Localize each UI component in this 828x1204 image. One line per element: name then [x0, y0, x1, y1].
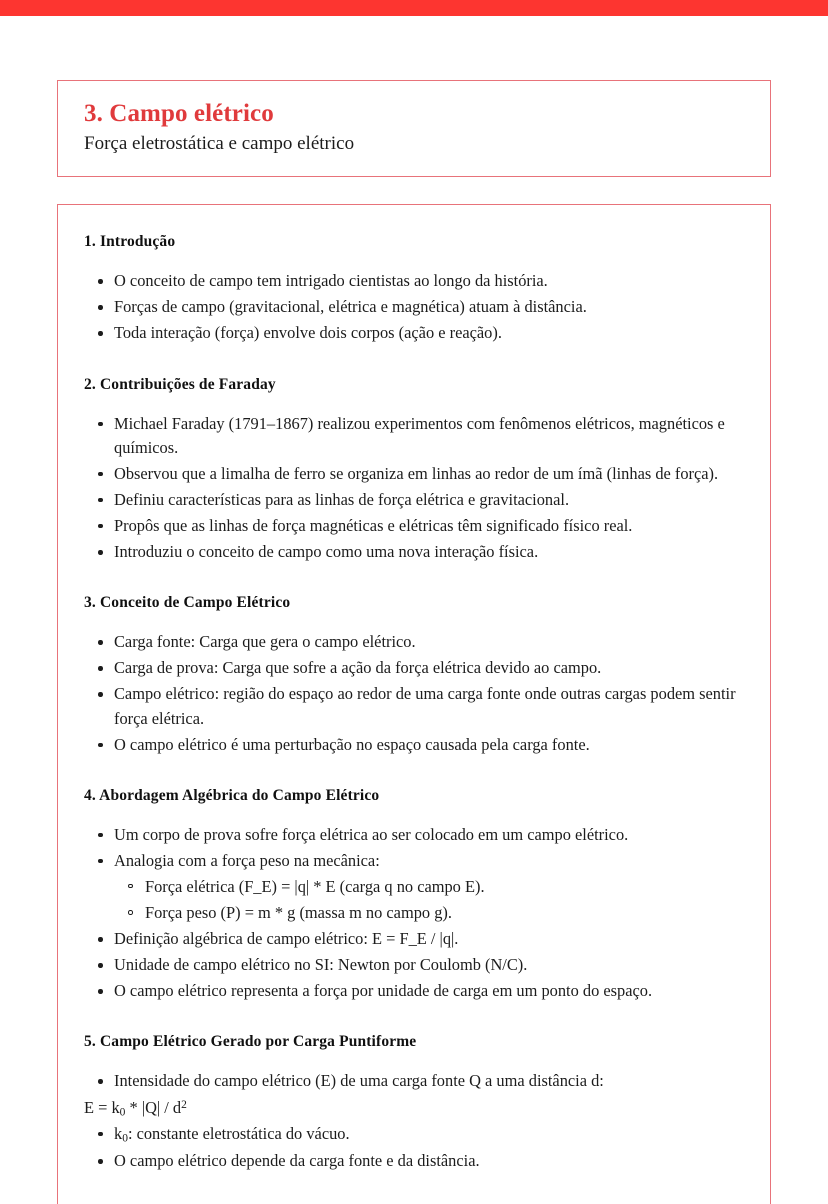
section-heading: 3. Conceito de Campo Elétrico — [84, 594, 291, 612]
section-heading: 4. Abordagem Algébrica do Campo Elétrico — [84, 786, 380, 804]
list-item: Carga de prova: Carga que sofre a ação da força elétrica devido ao campo. — [84, 656, 740, 680]
section-introducao — [84, 233, 740, 345]
section-heading: 5. Campo Elétrico Gerado por Carga Puntiforme — [84, 1033, 417, 1051]
bullet-list — [84, 1069, 740, 1093]
list-item: Michael Faraday (1791–1867) realizou experimentos com fenômenos elétricos, magnéticos e químicos. — [84, 412, 740, 460]
formula-superscript: 2 — [181, 1098, 187, 1111]
page-title: 3. Campo elétrico — [84, 100, 274, 127]
list-item: O campo elétrico é uma perturbação no espaço causada pela carga fonte. — [84, 733, 740, 757]
list-item: Carga fonte: Carga que gera o campo elétrico. — [84, 630, 740, 654]
list-item: Introduziu o conceito de campo como uma nova interação física. — [84, 540, 740, 564]
formula-campo-eletrico — [84, 1096, 740, 1121]
sub-bullet-list — [114, 875, 740, 925]
section-conceito-campo-eletrico — [84, 594, 740, 757]
list-item — [84, 849, 740, 925]
bullet-list — [84, 823, 740, 1004]
list-item: Campo elétrico: região do espaço ao redor de uma carga fonte onde outras cargas podem sentir força elétrica. — [84, 682, 740, 730]
list-item: O campo elétrico representa a força por unidade de carga em um ponto do espaço. — [84, 979, 740, 1003]
document-page — [0, 80, 828, 1204]
constant-description: : constante eletrostática do vácuo. — [127, 1123, 350, 1143]
sub-list-item: Força peso (P) = m * g (massa m no campo g). — [114, 901, 740, 925]
list-item: O campo elétrico depende da carga fonte e da distância. — [84, 1149, 740, 1173]
section-heading: 2. Contribuições de Faraday — [84, 375, 276, 393]
list-item: Propôs que as linhas de força magnéticas e elétricas têm significado físico real. — [84, 514, 740, 538]
formula-subscript: 0 — [119, 1106, 126, 1119]
list-item — [84, 1122, 740, 1147]
content-card — [57, 204, 771, 1204]
formula-prefix: E = k — [84, 1097, 120, 1117]
list-item: Observou que a limalha de ferro se organiza em linhas ao redor de um ímã (linhas de força). — [84, 462, 740, 486]
list-item: Definiu características para as linhas de força elétrica e gravitacional. — [84, 488, 740, 512]
bullet-list — [84, 269, 740, 345]
list-item: Unidade de campo elétrico no SI: Newton por Coulomb (N/C). — [84, 953, 740, 977]
section-heading: 1. Introdução — [84, 233, 176, 251]
list-item: Intensidade do campo elétrico (E) de uma carga fonte Q a uma distância d: — [84, 1069, 740, 1093]
top-accent-bar — [0, 0, 828, 16]
section-contribuicoes-faraday — [84, 376, 740, 565]
page-subtitle: Força eletrostática e campo elétrico — [84, 132, 355, 154]
sub-list-item: Força elétrica (F_E) = |q| * E (carga q no campo E). — [114, 875, 740, 899]
list-item: Forças de campo (gravitacional, elétrica e magnética) atuam à distância. — [84, 295, 740, 319]
list-item-label: Analogia com a força peso na mecânica: — [114, 850, 380, 870]
constant-symbol: k — [114, 1123, 123, 1143]
list-item: Um corpo de prova sofre força elétrica ao ser colocado em um campo elétrico. — [84, 823, 740, 847]
section-campo-carga-puntiforme — [84, 1033, 740, 1173]
bullet-list — [84, 412, 740, 565]
list-item: O conceito de campo tem intrigado cientistas ao longo da história. — [84, 269, 740, 293]
title-card — [57, 80, 771, 177]
section-abordagem-algebrica — [84, 787, 740, 1004]
bullet-list — [84, 1122, 740, 1174]
formula-middle: * |Q| / d — [125, 1097, 182, 1117]
list-item: Definição algébrica de campo elétrico: E = F_E / |q|. — [84, 927, 740, 951]
constant-subscript: 0 — [122, 1132, 128, 1145]
bullet-list — [84, 630, 740, 757]
list-item: Toda interação (força) envolve dois corpos (ação e reação). — [84, 321, 740, 345]
